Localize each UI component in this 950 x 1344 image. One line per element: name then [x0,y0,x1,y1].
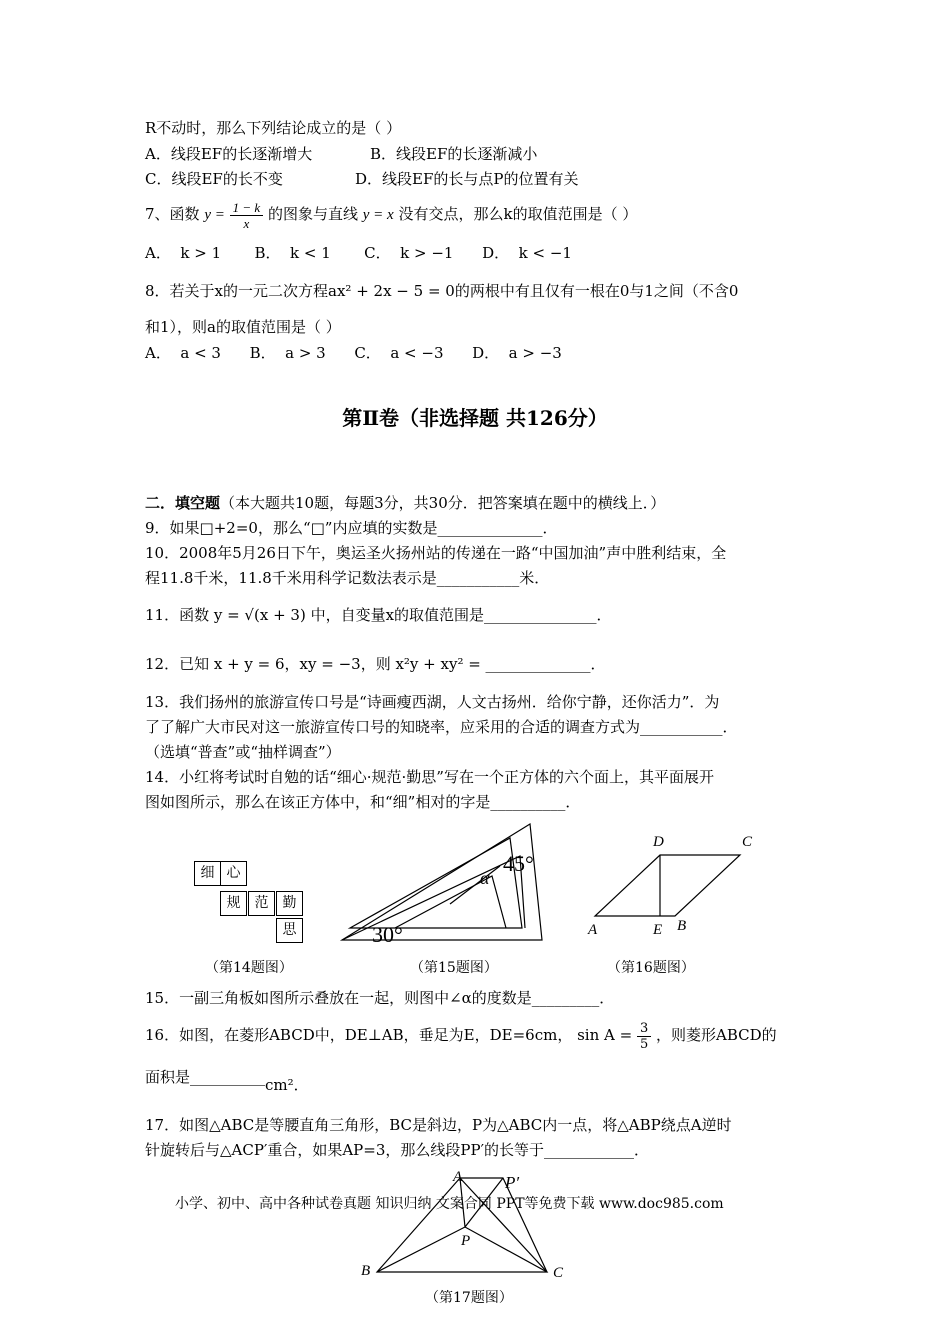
fill-header-label: 二．填空题 [145,494,221,512]
watermark-footer: 小学、初中、高中各种试卷真题 知识归纳 文案合同 PPT等免费下载 www.doc985.com [175,1196,724,1212]
q9: 9．如果□+2=0，那么“□”内应填的实数是______________． [145,519,558,537]
fig17-label-p: P [461,1233,471,1249]
q17-line1: 17．如图△ABC是等腰直角三角形，BC是斜边，P为△ABC内一点，将△ABP绕点A逆时 [145,1116,732,1134]
figure-15-triangles [330,818,560,948]
fig16-label-e: E [653,922,663,938]
q7-fraction [230,200,264,231]
q7-suffix: 没有交点，那么k的取值范围是（ ） [398,205,638,223]
q7-func: y = [204,207,225,223]
q6-option-b: B．线段EF的长逐渐减小 [370,145,538,163]
q10-line1: 10．2008年5月26日下午，奥运圣火扬州站的传递在一路“中国加油”声中胜利结束，全 [145,544,727,562]
q16-line2 [145,1067,309,1094]
fig14-caption: （第14题图） [205,960,293,976]
fill-section-header [145,493,665,513]
q8-options: A． a < 3 B． a > 3 C． a < −3 D． a > −3 [145,344,562,362]
q8-line1: 8．若关于x的一元二次方程ax² + 2x − 5 = 0的两根中有且仅有一根在0与1之间（不含0 [145,282,739,300]
q10-line2: 程11.8千米，11.8千米用科学记数法表示是___________米． [145,569,550,587]
fig17-caption: （第17题图） [425,1290,513,1306]
q6-option-c: C．线段EF的长不变 [145,170,283,188]
q16-line1 [145,1017,777,1053]
fig17-label-a: A [453,1169,463,1185]
q16-fraction-num: 3 [637,1021,651,1037]
q6-tail: R不动时，那么下列结论成立的是（ ） [145,119,402,137]
q16-prefix: 16．如图，在菱形ABCD中，DE⊥AB，垂足为E，DE=6cm， [145,1026,573,1044]
q7-prefix: 7、函数 [145,205,200,223]
q11: 11．函数 y = √(x + 3) 中，自变量x的取值范围是_______________． [145,606,612,624]
q8-line2: 和1），则a的取值范围是（ ） [145,318,341,336]
fig16-label-d: D [653,834,664,850]
fig17-label-b: B [361,1263,371,1279]
fig15-caption: （第15题图） [410,960,498,976]
q7-mid: 的图象与直线 [267,205,358,223]
q14-line1: 14．小红将考试时自勉的话“细心·规范·勤思”写在一个正方体的六个面上，其平面展开 [145,768,714,786]
q7-fraction-den: x [243,215,250,231]
q14-line2: 图如图所示，那么在该正方体中，和“细”相对的字是__________． [145,793,581,811]
q16-area: 面积是__________ [145,1068,266,1086]
cube-face: 规 [220,891,247,916]
cube-face: 思 [276,918,303,943]
fig16-label-a: A [588,922,598,938]
fig15-label-45: 45° [503,851,534,876]
q7-line: y = x [362,207,394,223]
fig16-label-c: C [742,834,753,850]
q13-line3: （选填“普查”或“抽样调查”） [145,743,341,761]
cube-face: 细 [194,861,221,886]
fig15-label-alpha: α [480,868,490,888]
q16-sin: sin A = [577,1026,633,1044]
figure-16-rhombus [580,828,770,943]
cube-face: 勤 [276,891,303,916]
fill-header-desc: （本大题共10题，每题3分，共30分．把答案填在题中的横线上．） [220,494,666,512]
q16-unit: cm²． [265,1076,309,1094]
q15: 15．一副三角板如图所示叠放在一起，则图中∠α的度数是_________． [145,989,615,1007]
q7-stem [145,196,637,233]
q6-option-d: D．线段EF的长与点P的位置有关 [355,170,579,188]
q17-line2: 针旋转后与△ACP′重合，如果AP=3，那么线段PP′的长等于____________． [145,1141,649,1159]
q7-options: A． k > 1 B． k < 1 C． k > −1 D． k < −1 [145,244,572,262]
q16-suffix: ，则菱形ABCD的 [656,1026,777,1044]
fig17-label-p-prime: P′ [505,1173,520,1192]
cube-face: 范 [248,891,275,916]
q16-fraction [637,1021,651,1052]
q7-fraction-num: 1 − k [230,200,264,216]
fig17-label-c: C [553,1265,564,1280]
fig16-label-b: B [677,918,687,934]
figure-17-triangle [355,1165,580,1280]
q13-line1: 13．我们扬州的旅游宣传口号是“诗画瘦西湖，人文古扬州．给你宁静，还你活力”．为 [145,693,720,711]
section-title: 第Ⅱ卷（非选择题 共126分） [342,406,608,430]
q13-line2: 了了解广大市民对这一旅游宣传口号的知晓率，应采用的合适的调查方式为___________． [145,718,738,736]
fig15-label-30: 30° [372,922,403,947]
cube-face: 心 [220,861,247,886]
q12: 12．已知 x + y = 6，xy = −3，则 x²y + xy² = ______________． [145,655,606,673]
fig16-caption: （第16题图） [607,960,695,976]
q6-option-a: A．线段EF的长逐渐增大 [145,145,313,163]
q16-fraction-den: 5 [639,1036,649,1052]
fig16-lines [595,855,740,916]
